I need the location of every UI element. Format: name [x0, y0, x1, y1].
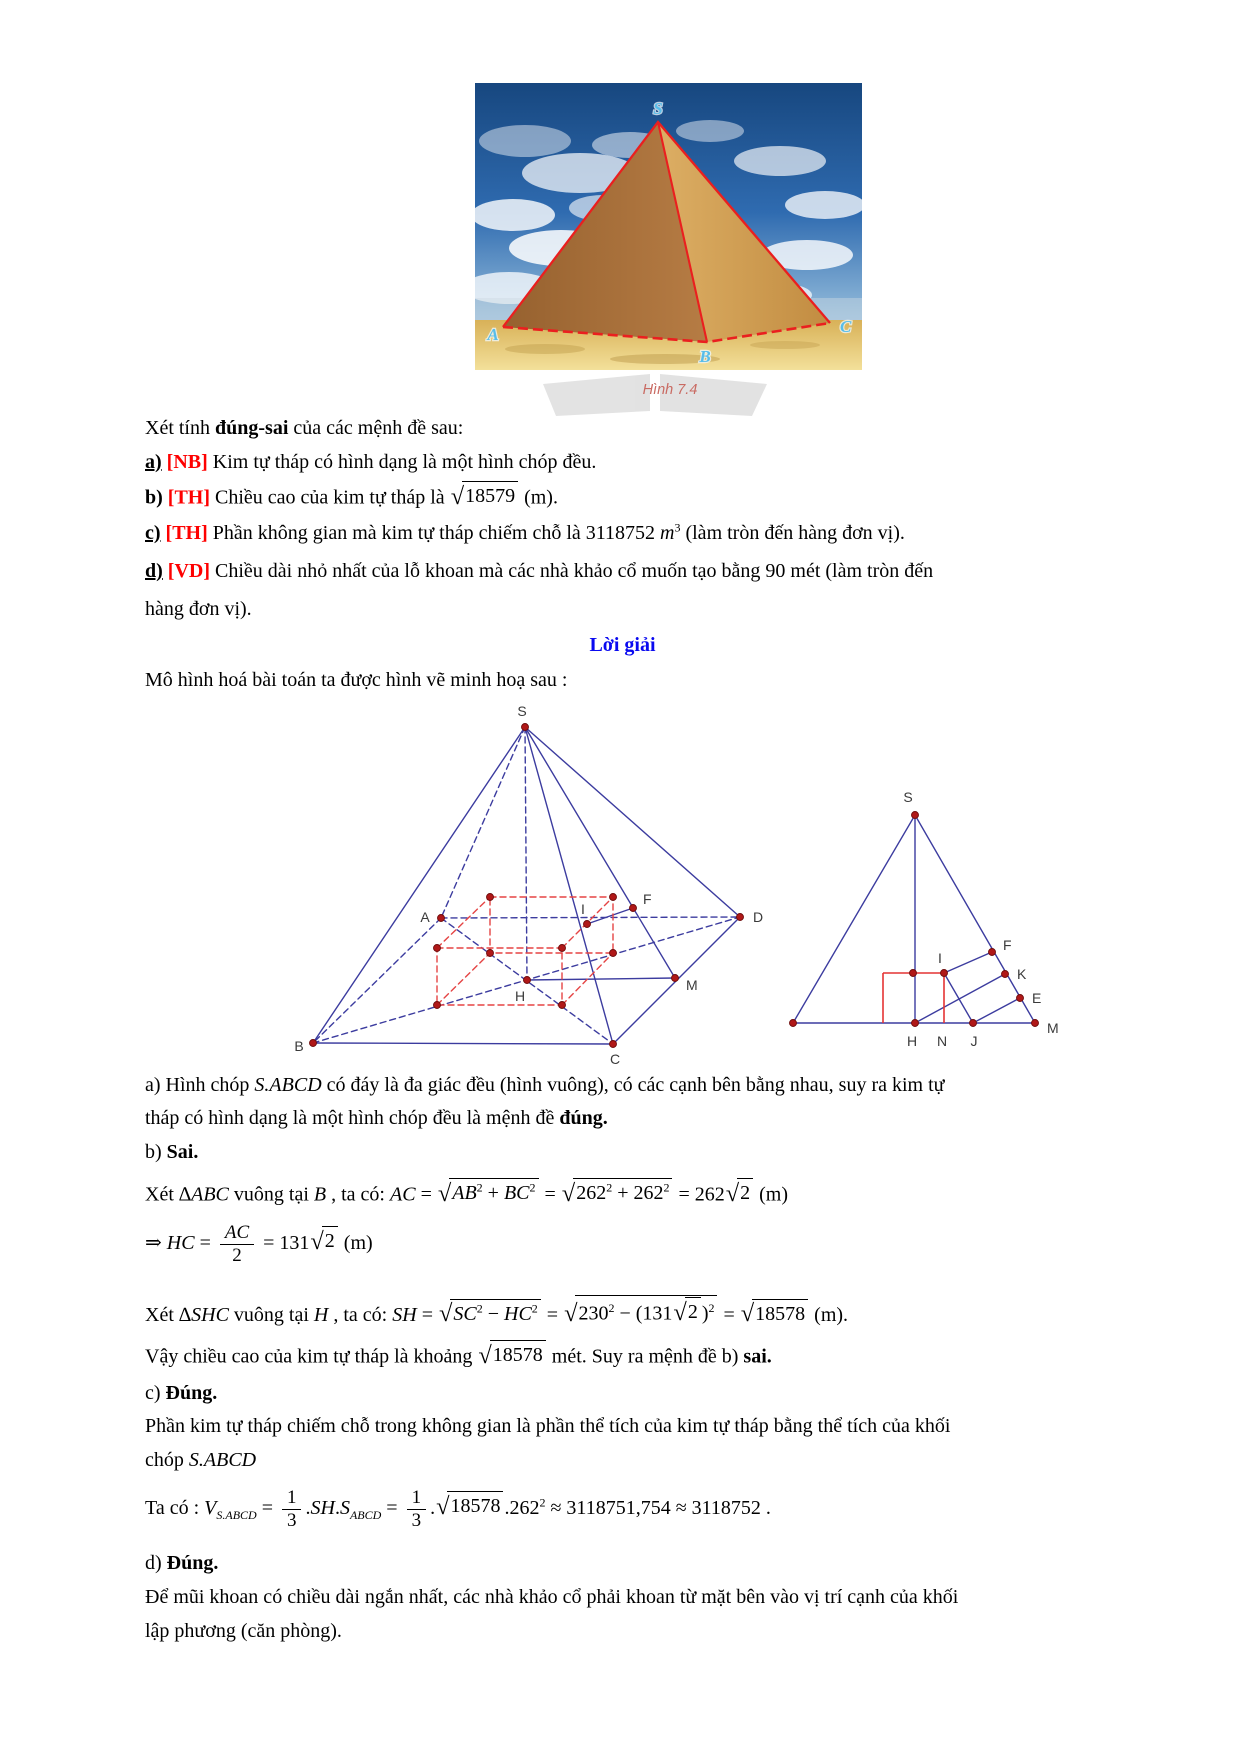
pyramid-solid-edges [313, 727, 740, 1044]
vertex-label: K [1017, 966, 1027, 982]
vertex-dot [434, 945, 441, 952]
vertex-dot [522, 724, 529, 731]
vertex-label: S [903, 789, 913, 805]
vertex-dot [434, 1002, 441, 1009]
vertex-dot [438, 915, 445, 922]
vertex-label: S [517, 703, 527, 719]
problem-item-b: b) [TH] Chiều cao của kim tự tháp là √ 18579 (m). [145, 482, 558, 510]
vertex-label: M [1047, 1020, 1059, 1036]
problem-item-a: a) [NB] Kim tự tháp có hình dạng là một hình chóp đều. [145, 451, 597, 473]
solution-b-calc2: ⇒ HC = $\frac{AC}{2}$ = 131 √ 2 (m) [145, 1222, 373, 1266]
solution-heading: Lời giải [589, 634, 656, 656]
vertex-label: D [753, 909, 764, 925]
problem-item-d-cont: hàng đơn vị). [145, 598, 252, 620]
solution-b-verdict: b) Sai. [145, 1141, 199, 1163]
vertex-dot [672, 975, 679, 982]
solution-d-verdict: d) Đúng. [145, 1552, 219, 1574]
vertex-dot [524, 977, 531, 984]
solution-b-calc3: Xét ∆SHC vuông tại H , ta có: SH = √ $SC^2 - HC^2$ = √ $230^2 - (131$ √ 2 )$^2$ = √ 18578 (m). [145, 1295, 848, 1328]
solution-d-line1: Để mũi khoan có chiều dài ngắn nhất, các nhà khảo cổ phải khoan từ mặt bên vào vị trí cạnh của khối [145, 1586, 959, 1608]
vertex-dot [989, 949, 996, 956]
pyramid-photo [475, 83, 862, 370]
vertex-dot [941, 970, 948, 977]
vertex-dot [1032, 1020, 1039, 1027]
vertex-dot [610, 894, 617, 901]
vertex-dot [912, 812, 919, 819]
vertex-label: J [970, 1033, 978, 1049]
vertex-label: S [653, 99, 663, 118]
vertex-label: E [1032, 990, 1042, 1006]
solution-c-verdict: c) Đúng. [145, 1382, 218, 1404]
vertex-dot [1017, 995, 1024, 1002]
diagram2-vertices [790, 789, 1059, 1049]
vertex-label: A [487, 325, 499, 344]
figure-caption: Hình 7.4 [642, 382, 698, 398]
triangle-edges [793, 815, 1035, 1023]
solution-d-line2: lập phương (căn phòng). [145, 1620, 342, 1642]
vertex-label: H [514, 988, 526, 1004]
diagram-cross-section [770, 700, 1070, 1055]
solution-b-conclusion: Vậy chiều cao của kim tự tháp là khoảng √ 18578 mét. Suy ra mệnh đề b) sai. [145, 1341, 772, 1369]
vertex-dot [487, 950, 494, 957]
diagram1-vertices [294, 703, 763, 1067]
vertex-dot [559, 1002, 566, 1009]
vertex-dot [630, 905, 637, 912]
vertex-label: H [906, 1033, 918, 1049]
vertex-label: F [1003, 937, 1012, 953]
solution-c-line2: chóp S.ABCD [145, 1449, 257, 1471]
vertex-label: C [609, 1051, 621, 1067]
vertex-dot [310, 1040, 317, 1047]
solution-c-volume: Ta có : $V_{S.ABCD}$ = $\frac{1}{3}$ $.SH.S_{ABCD}$ = $\frac{1}{3}$ . √ 18578 $.262^2 \approx 3118751,754 \approx 3118752$ . [145, 1487, 771, 1531]
solution-a-line1: a) Hình chóp S.ABCD có đáy là đa giác đều (hình vuông), có các cạnh bên bằng nhau, suy ra kim tự [145, 1074, 945, 1096]
problem-intro: Xét tính đúng-sai của các mệnh đề sau: [145, 417, 464, 439]
vertex-dot [610, 950, 617, 957]
vertex-label: I [938, 950, 942, 966]
solution-b-calc1: Xét ∆ABC vuông tại B , ta có: AC = √ $AB^2 + BC^2$ = √ $262^2 + 262^2$ = 262 √ 2 (m) [145, 1179, 789, 1207]
vertex-dot [584, 921, 591, 928]
vertex-dot [790, 1020, 797, 1027]
room-rectangle [883, 973, 944, 1023]
vertex-dot [970, 1020, 977, 1027]
problem-item-c: c) [TH] Phần không gian mà kim tự tháp chiếm chỗ là 3118752 $m^3$ (làm tròn đến hàng đơn vị). [145, 520, 905, 544]
vertex-dot [912, 1020, 919, 1027]
vertex-label: M [686, 977, 698, 993]
vertex-label: I [581, 901, 585, 917]
vertex-dot [1002, 971, 1009, 978]
vertex-dot [610, 1041, 617, 1048]
pyramid-photo-svg [475, 83, 862, 370]
vertex-dot [559, 945, 566, 952]
pyramid-hidden-edges [313, 727, 740, 1044]
vertex-dot [487, 894, 494, 901]
diagram-3d-pyramid [230, 645, 775, 1070]
vertex-label: A [420, 909, 430, 925]
figure-caption-strip [540, 371, 770, 419]
solution-c-line1: Phần kim tự tháp chiếm chỗ trong không gian là phần thể tích của kim tự tháp bằng thể tích của khối [145, 1415, 951, 1437]
vertex-label: F [643, 891, 652, 907]
vertex-label: C [840, 317, 852, 336]
solution-a-line2: tháp có hình dạng là một hình chóp đều là mệnh đề đúng. [145, 1107, 608, 1129]
vertex-dot [910, 970, 917, 977]
vertex-label: B [294, 1038, 304, 1054]
vertex-label: N [936, 1033, 948, 1049]
vertex-dot [737, 914, 744, 921]
problem-item-d: d) [VD] Chiều dài nhỏ nhất của lỗ khoan mà các nhà khảo cổ muốn tạo bằng 90 mét (làm tròn đến [145, 560, 934, 582]
solution-lead: Mô hình hoá bài toán ta được hình vẽ minh hoạ sau : [145, 669, 568, 691]
vertex-label: B [699, 347, 711, 366]
